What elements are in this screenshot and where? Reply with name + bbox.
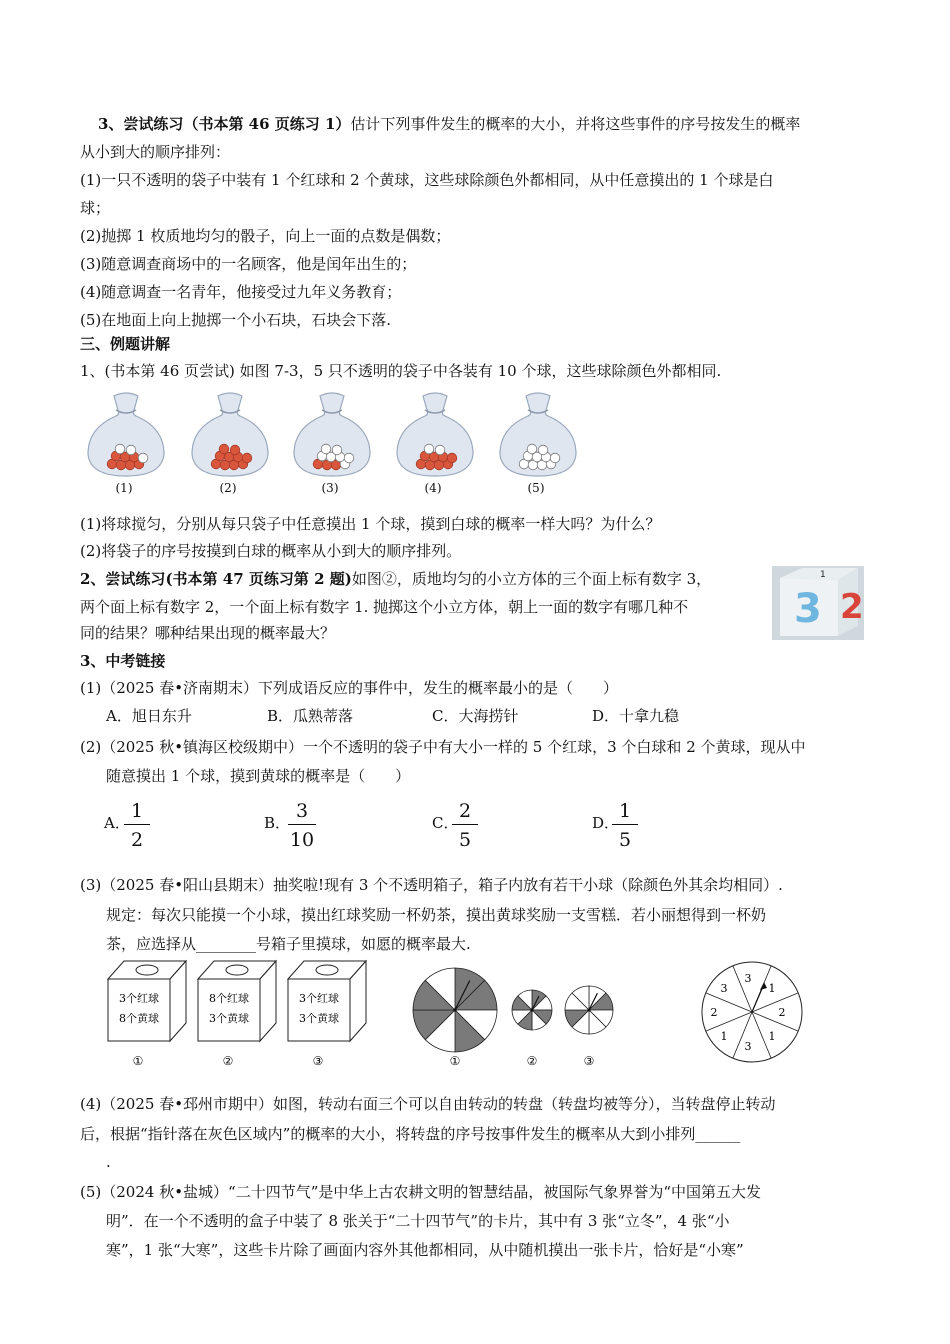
practice3-item: 球； xyxy=(80,199,111,217)
q2-option-a-fraction xyxy=(124,800,150,851)
red-ball xyxy=(242,453,252,463)
box-index: ② xyxy=(222,1054,234,1068)
bag-image xyxy=(84,388,168,480)
q2-option-b-label: B． xyxy=(264,814,291,832)
spinner-number: 2 xyxy=(710,1006,718,1019)
white-ball xyxy=(424,444,434,454)
question-5: (5)（2024 秋•盐城）“二十四节气”是中华上古农耕文明的智慧结晶，被国际气象界誉为“中国第五大发 xyxy=(80,1183,762,1201)
practice3-heading-bold: 3、尝试练习（书本第 46 页练习 1） xyxy=(98,115,351,133)
box-index: ① xyxy=(132,1054,144,1068)
example1-question: (1)将球搅匀，分别从每只袋子中任意摸出 1 个球，摸到白球的概率一样大吗？为什么？ xyxy=(80,515,661,533)
white-ball xyxy=(344,453,354,463)
bag-label: (5) xyxy=(527,481,545,495)
white-ball xyxy=(527,444,537,454)
fraction-numerator: 1 xyxy=(612,800,638,825)
boxes-figure xyxy=(100,955,370,1070)
question-3-line: 茶，应选择从________号箱子里摸球，如愿的概率最大. xyxy=(106,935,471,953)
white-ball xyxy=(138,453,148,463)
white-ball xyxy=(550,453,560,463)
bag-image xyxy=(496,388,580,480)
bag-image xyxy=(188,388,272,480)
practice3-item: (1)一只不透明的袋子中装有 1 个红球和 2 个黄球，这些球除颜色外都相同，从中任意摸出的 1 个球是白 xyxy=(80,171,774,189)
q1-option-d: D．十拿九稳 xyxy=(592,707,680,725)
fraction-denominator: 10 xyxy=(289,829,315,851)
question-2-line2: 随意摸出 1 个球，摸到黄球的概率是（ ） xyxy=(106,767,411,785)
question-2: (2)（2025 秋•镇海区校级期中）一个不透明的袋子中有大小一样的 5 个红球，3 个白球和 2 个黄球，现从中 xyxy=(80,738,806,756)
question-5-line: 明”．在一个不透明的盒子中装了 8 张关于“二十四节气”的卡片，其中有 3 张“立冬”，4 张“小 xyxy=(106,1212,730,1230)
white-ball xyxy=(321,444,331,454)
spinner-number: 3 xyxy=(744,1040,752,1053)
spinner-index: ① xyxy=(449,1054,461,1068)
question-3-line: 规定：每次只能摸一个小球，摸出红球奖励一杯奶茶，摸出黄球奖励一支雪糕．若小丽想得到一杯奶 xyxy=(106,906,767,924)
box-index: ③ xyxy=(312,1054,324,1068)
prize-box xyxy=(108,961,186,1068)
practice3-item: (2)抛掷 1 枚质地均匀的骰子，向上一面的点数是偶数； xyxy=(80,227,451,245)
practice2-heading-bold: 2、尝试练习(书本第 47 页练习第 2 题) xyxy=(80,570,352,588)
white-ball xyxy=(332,445,342,455)
spinner xyxy=(512,990,552,1068)
spinner-index: ③ xyxy=(583,1054,595,1068)
practice2-line: 同的结果？哪种结果出现的概率最大？ xyxy=(80,624,336,642)
bag-label: (1) xyxy=(115,481,133,495)
die-side-number: 2 xyxy=(840,587,864,627)
numbered-spinner xyxy=(690,958,820,1068)
spinner-number: 1 xyxy=(720,1030,728,1044)
q2-option-c-fraction xyxy=(452,800,478,851)
question-4-line: 后，根据“指针落在灰色区域内”的概率的大小，将转盘的序号按事件发生的概率从大到小排列______ xyxy=(80,1125,741,1143)
example1-question: (2)将袋子的序号按摸到白球的概率从小到大的顺序排列。 xyxy=(80,542,462,560)
spinner-number: 1 xyxy=(768,981,776,995)
question-4: (4)（2025 春•邳州市期中）如图，转动右面三个可以自由转动的转盘（转盘均被等分），当转盘停止转动 xyxy=(80,1095,776,1113)
red-ball xyxy=(219,444,229,454)
spinner-index: ② xyxy=(526,1054,538,1068)
question-3: (3)（2025 春•阳山县期末）抽奖啦!现有 3 个不透明箱子，箱子内放有若干小球（除颜色外其余均相同）. xyxy=(80,876,783,894)
spinner-number: 1 xyxy=(768,1030,776,1044)
bag-image xyxy=(393,388,477,480)
practice3-item: (5)在地面上向上抛掷一个小石块，石块会下落. xyxy=(80,311,392,329)
die-figure xyxy=(772,566,864,640)
bag-label: (2) xyxy=(219,481,237,495)
fraction-numerator: 3 xyxy=(288,800,316,825)
question-5-line: 寒”，1 张“大寒”，这些卡片除了画面内容外其他都相同，从中随机摸出一张卡片，恰好是“小寒” xyxy=(106,1241,744,1259)
prize-box xyxy=(198,961,276,1068)
section-subtitle: 3、中考链接 xyxy=(80,652,166,670)
q1-option-c: C．大海捞针 xyxy=(432,707,519,725)
box-red-count: 8个红球 xyxy=(209,992,249,1005)
bag-image xyxy=(290,388,374,480)
q2-option-a-label: A． xyxy=(104,814,130,832)
q2-option-c-label: C． xyxy=(432,814,459,832)
section-title: 三、例题讲解 xyxy=(80,335,171,353)
spinner xyxy=(565,986,613,1068)
fraction-denominator: 2 xyxy=(130,829,144,851)
spinner-number: 3 xyxy=(720,981,728,995)
fraction-denominator: 5 xyxy=(618,829,632,851)
fraction-denominator: 5 xyxy=(458,829,472,851)
red-ball xyxy=(447,453,457,463)
white-ball xyxy=(435,445,445,455)
practice3-heading-rest: 估计下列事件发生的概率的大小，并将这些事件的序号按发生的概率 xyxy=(350,115,801,133)
die-front-number: 3 xyxy=(794,586,822,632)
practice2-heading-rest: 如图②，质地均匀的小立方体的三个面上标有数字 3， xyxy=(351,570,712,588)
box-red-count: 3个红球 xyxy=(299,992,339,1005)
white-ball xyxy=(115,444,125,454)
prize-box xyxy=(288,961,366,1068)
practice2-heading xyxy=(80,569,711,589)
spinner xyxy=(413,968,497,1068)
q2-option-d-fraction xyxy=(612,800,638,851)
spinners-figure xyxy=(405,955,620,1070)
example1-line: 1、(书本第 46 页尝试) 如图 7-3，5 只不透明的袋子中各装有 10 个球，这些球除颜色外都相同. xyxy=(80,362,722,380)
box-yellow-count: 8个黄球 xyxy=(119,1012,159,1025)
practice3-heading xyxy=(98,114,800,134)
white-ball xyxy=(538,445,548,455)
practice3-item: (4)随意调查一名青年，他接受过九年义务教育； xyxy=(80,283,402,301)
practice3-line2: 从小到大的顺序排列： xyxy=(80,143,231,161)
q1-option-b: B．瓜熟蒂落 xyxy=(267,707,354,725)
box-yellow-count: 3个黄球 xyxy=(209,1012,249,1025)
question-1: (1)（2025 春•济南期末）下列成语反应的事件中，发生的概率最小的是（ ） xyxy=(80,679,619,697)
box-yellow-count: 3个黄球 xyxy=(299,1012,339,1025)
q1-option-a: A．旭日东升 xyxy=(106,707,192,725)
die-top-number: 1 xyxy=(820,570,826,580)
question-4-line: . xyxy=(106,1153,111,1171)
fraction-numerator: 1 xyxy=(124,800,150,825)
practice2-line: 两个面上标有数字 2，一个面上标有数字 1. 抛掷这个小立方体，朝上一面的数字有哪几种不 xyxy=(80,598,689,616)
spinner-number: 2 xyxy=(778,1006,786,1019)
practice3-item: (3)随意调查商场中的一名顾客，他是闰年出生的； xyxy=(80,255,417,273)
box-red-count: 3个红球 xyxy=(119,992,159,1005)
spinner-number: 3 xyxy=(744,972,752,985)
red-ball xyxy=(230,445,240,455)
bag-label: (4) xyxy=(424,481,442,495)
q2-option-d-label: D． xyxy=(592,814,620,832)
bag-label: (3) xyxy=(321,481,339,495)
white-ball xyxy=(126,445,136,455)
fraction-numerator: 2 xyxy=(452,800,478,825)
q2-option-b-fraction xyxy=(288,800,316,851)
